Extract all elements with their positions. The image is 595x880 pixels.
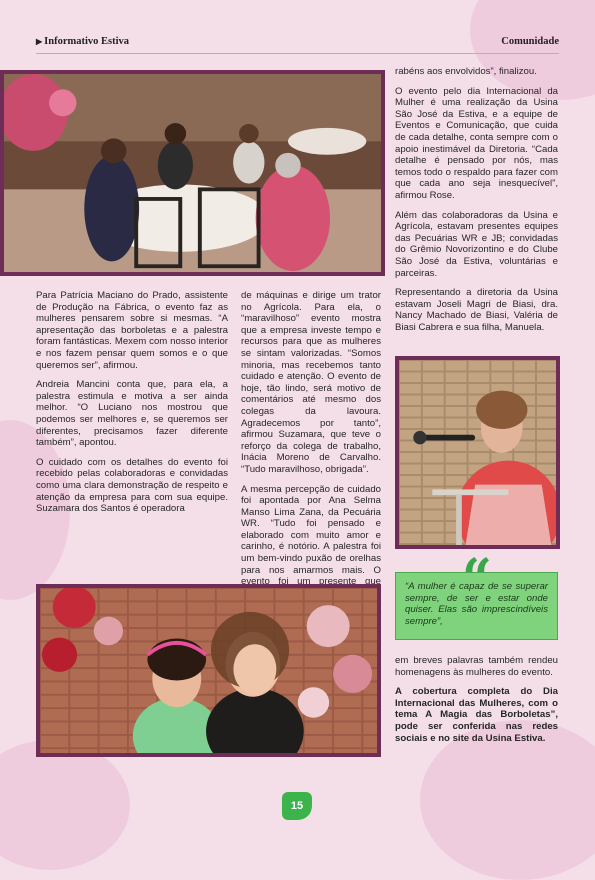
- pull-quote: “A mulher é capaz de se superar sempre, de ser e estar onde quiser. Elas são imprescindíveis sempre”,: [395, 572, 558, 640]
- event-dinner-photo: [0, 70, 385, 276]
- paragraph: em breves palavras também rendeu homenagens às mulheres do evento.: [395, 655, 558, 678]
- page-number: 15: [282, 792, 312, 820]
- closing-paragraph: A cobertura completa do Dia Internacional das Mulheres, com o tema A Magia das Borboletas”, pode ser conferida nas redes sociais e no site da Usina Estiva.: [395, 686, 558, 744]
- triangle-right-icon: ▶: [36, 37, 43, 46]
- article-column-2: [241, 290, 381, 607]
- paragraph: A mesma percepção de cuidado foi apontada por Ana Selma Manso Lima Zana, da Pecuária WR. “Tudo foi pensado e elaborado com muito amor e carinho, é notório. A palestra foi um bem-vindo puxão de orelhas para nos amarmos mais. O evento foi um presente que: [241, 483, 381, 588]
- paragraph: Além das colaboradoras da Usina e Agrícola, estavam presentes equipes das Pecuárias WR e JB; convidadas do Grêmio Novorizontino e do Clube São José da Estiva, voluntárias e parceiras.: [395, 209, 558, 279]
- newsletter-name: Informativo Estiva: [44, 36, 130, 47]
- section-header-right: Comunidade: [501, 36, 559, 47]
- article-column-3: [395, 66, 558, 341]
- article-column-3-continued: [395, 655, 558, 752]
- article-column-1: [36, 290, 228, 523]
- paragraph: Para Patrícia Maciano do Prado, assistente de Produção na Fábrica, o evento faz as mulheres pensarem sobre si mesmas. “A apresentação das borboletas e a palestra foram fantásticas. Mexem com nosso interior e nos fazem pensar quem somos e o que queremos ser”, afirmou.: [36, 290, 228, 371]
- paragraph: Representando a diretoria da Usina estavam Joseli Magri de Biasi, dra. Nancy Machado de Biasi, Valéria de Biasi Cabrera e sua filha, Manuela.: [395, 287, 558, 333]
- paragraph: O cuidado com os detalhes do evento foi recebido pelas colaboradoras e convidadas como uma clara demonstração de respeito e atenção da empresa para com sua equipe. Suzamara dos Santos é operadora: [36, 456, 228, 515]
- paragraph: rabéns aos envolvidos”, finalizou.: [395, 66, 537, 77]
- background-petal: [0, 740, 130, 870]
- section-header-left: [36, 36, 129, 47]
- mother-daughter-photo: [36, 584, 381, 757]
- paragraph: Andreia Mancini conta que, para ela, a palestra estimula e motiva a ser ainda melhor. “O Luciano nos mostrou que podemos ser melhores e, se queremos ser diferentes, precisamos fazer diferente também”, apontou.: [36, 379, 228, 449]
- header-divider: [36, 53, 559, 54]
- paragraph: O evento pelo dia Internacional da Mulher é uma realização da Usina São José da Estiva, e a equipe de Eventos e Comunicação, que cuida de cada detalhe, conta sempre com o apoio inestimável da Diretoria. “Cada detalhe é pensado por nós, mas temos todo o respaldo para fazer com que cada ano seja inesquecível”, afirmou Rose.: [395, 85, 558, 201]
- speaker-photo: [395, 356, 560, 549]
- paragraph: de máquinas e dirige um trator no Agrícola. Para ela, o “maravilhoso” evento mostra que a empresa investe tempo e recursos para que as mulheres se sintam valorizadas. “Somos minoria, mas recebemos tanto cuidado e atenção. O evento de hoje, tão lindo, será motivo de comentários até mesmo dos colegas da lavoura. Agradecemos por tanto”, afirmou Suzamara, que teve o reforço da colega de trabalho, Inácia Moreno de Carvalho. “Tudo maravilhoso, obrigada”.: [241, 290, 381, 475]
